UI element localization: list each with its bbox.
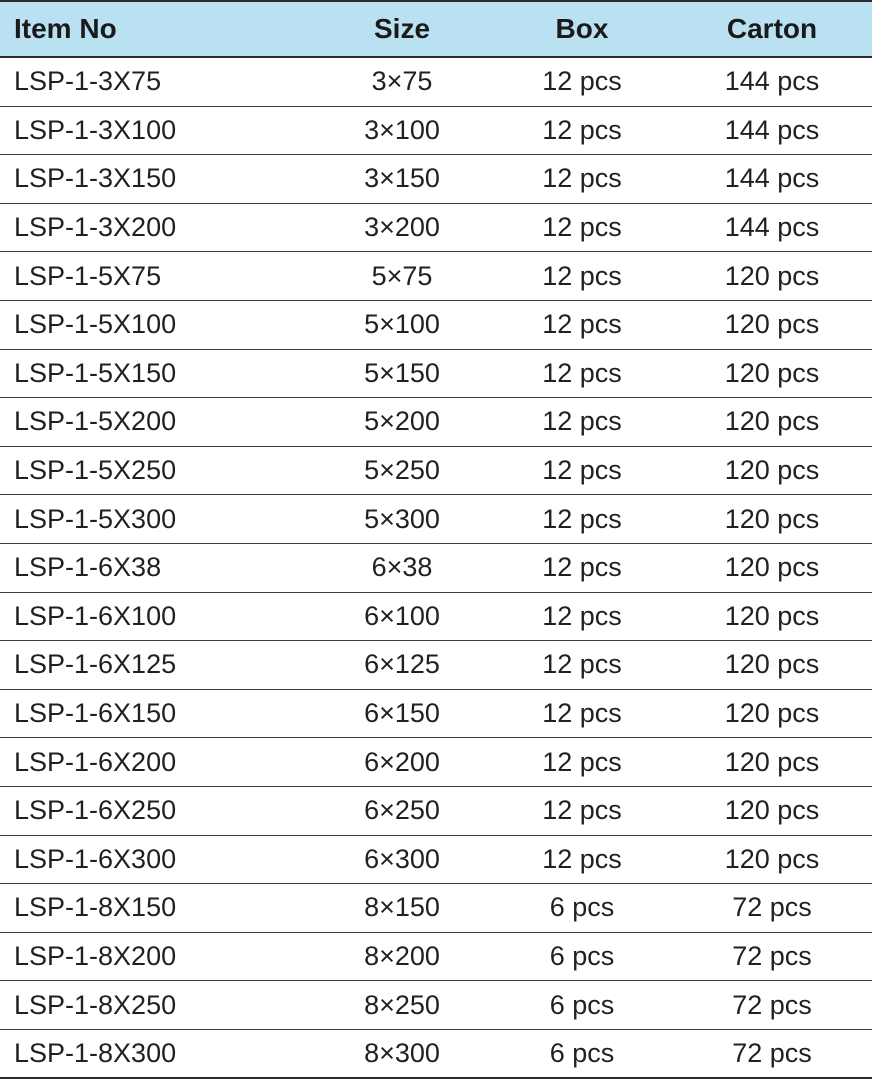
cell-box: 12 pcs [492,689,672,738]
cell-size: 6×150 [312,689,492,738]
cell-box: 12 pcs [492,252,672,301]
cell-size: 6×300 [312,835,492,884]
cell-carton: 120 pcs [672,689,872,738]
cell-carton: 120 pcs [672,835,872,884]
table-row [0,835,872,884]
cell-item-no: LSP-1-6X100 [0,592,312,641]
table-row [0,349,872,398]
table-row [0,57,872,106]
cell-item-no: LSP-1-6X38 [0,543,312,592]
cell-size: 3×150 [312,155,492,204]
cell-carton: 120 pcs [672,495,872,544]
cell-item-no: LSP-1-8X200 [0,932,312,981]
table-row [0,592,872,641]
cell-item-no: LSP-1-6X125 [0,641,312,690]
table-row [0,689,872,738]
table-row [0,155,872,204]
table-row [0,446,872,495]
cell-carton: 72 pcs [672,932,872,981]
table-row [0,543,872,592]
cell-box: 6 pcs [492,981,672,1030]
cell-carton: 144 pcs [672,155,872,204]
cell-size: 5×300 [312,495,492,544]
cell-box: 12 pcs [492,106,672,155]
cell-size: 8×150 [312,884,492,933]
cell-size: 6×100 [312,592,492,641]
table-row [0,398,872,447]
cell-box: 12 pcs [492,835,672,884]
cell-box: 12 pcs [492,592,672,641]
cell-size: 8×250 [312,981,492,1030]
cell-item-no: LSP-1-8X250 [0,981,312,1030]
cell-size: 5×75 [312,252,492,301]
cell-carton: 120 pcs [672,786,872,835]
cell-carton: 120 pcs [672,349,872,398]
cell-size: 6×38 [312,543,492,592]
cell-item-no: LSP-1-5X300 [0,495,312,544]
cell-size: 5×100 [312,300,492,349]
table-row [0,300,872,349]
cell-box: 12 pcs [492,738,672,787]
table-header-row [0,1,872,57]
cell-item-no: LSP-1-8X300 [0,1029,312,1078]
table-header [0,1,872,57]
cell-item-no: LSP-1-8X150 [0,884,312,933]
cell-carton: 120 pcs [672,446,872,495]
table-row [0,932,872,981]
cell-size: 6×200 [312,738,492,787]
cell-carton: 120 pcs [672,543,872,592]
cell-size: 5×200 [312,398,492,447]
cell-carton: 72 pcs [672,884,872,933]
cell-box: 12 pcs [492,349,672,398]
cell-carton: 120 pcs [672,738,872,787]
cell-size: 3×100 [312,106,492,155]
column-header-item-no: Item No [0,1,312,57]
cell-box: 6 pcs [492,884,672,933]
cell-box: 6 pcs [492,932,672,981]
cell-item-no: LSP-1-5X250 [0,446,312,495]
cell-carton: 120 pcs [672,592,872,641]
cell-item-no: LSP-1-3X150 [0,155,312,204]
cell-item-no: LSP-1-3X200 [0,203,312,252]
cell-carton: 120 pcs [672,300,872,349]
cell-size: 6×250 [312,786,492,835]
cell-item-no: LSP-1-5X100 [0,300,312,349]
table-row [0,786,872,835]
column-header-carton: Carton [672,1,872,57]
table-row [0,203,872,252]
cell-item-no: LSP-1-3X75 [0,57,312,106]
cell-carton: 120 pcs [672,398,872,447]
cell-item-no: LSP-1-6X300 [0,835,312,884]
cell-size: 5×250 [312,446,492,495]
cell-box: 12 pcs [492,495,672,544]
table-row [0,981,872,1030]
cell-item-no: LSP-1-5X75 [0,252,312,301]
cell-size: 8×300 [312,1029,492,1078]
cell-box: 12 pcs [492,641,672,690]
column-header-box: Box [492,1,672,57]
cell-size: 8×200 [312,932,492,981]
cell-item-no: LSP-1-5X200 [0,398,312,447]
cell-carton: 144 pcs [672,57,872,106]
cell-box: 12 pcs [492,398,672,447]
table-row [0,884,872,933]
table-row [0,495,872,544]
cell-carton: 72 pcs [672,1029,872,1078]
cell-box: 12 pcs [492,57,672,106]
table-row [0,641,872,690]
cell-size: 6×125 [312,641,492,690]
cell-size: 3×200 [312,203,492,252]
cell-box: 12 pcs [492,300,672,349]
cell-carton: 72 pcs [672,981,872,1030]
cell-item-no: LSP-1-6X250 [0,786,312,835]
cell-box: 12 pcs [492,155,672,204]
cell-size: 3×75 [312,57,492,106]
column-header-size: Size [312,1,492,57]
cell-carton: 120 pcs [672,252,872,301]
cell-box: 12 pcs [492,543,672,592]
cell-item-no: LSP-1-5X150 [0,349,312,398]
cell-box: 6 pcs [492,1029,672,1078]
cell-item-no: LSP-1-6X150 [0,689,312,738]
cell-carton: 120 pcs [672,641,872,690]
table-row [0,738,872,787]
table-row [0,252,872,301]
cell-carton: 144 pcs [672,203,872,252]
table-body [0,57,872,1078]
cell-box: 12 pcs [492,203,672,252]
cell-item-no: LSP-1-3X100 [0,106,312,155]
cell-size: 5×150 [312,349,492,398]
table-row [0,106,872,155]
cell-carton: 144 pcs [672,106,872,155]
cell-box: 12 pcs [492,786,672,835]
cell-box: 12 pcs [492,446,672,495]
cell-item-no: LSP-1-6X200 [0,738,312,787]
